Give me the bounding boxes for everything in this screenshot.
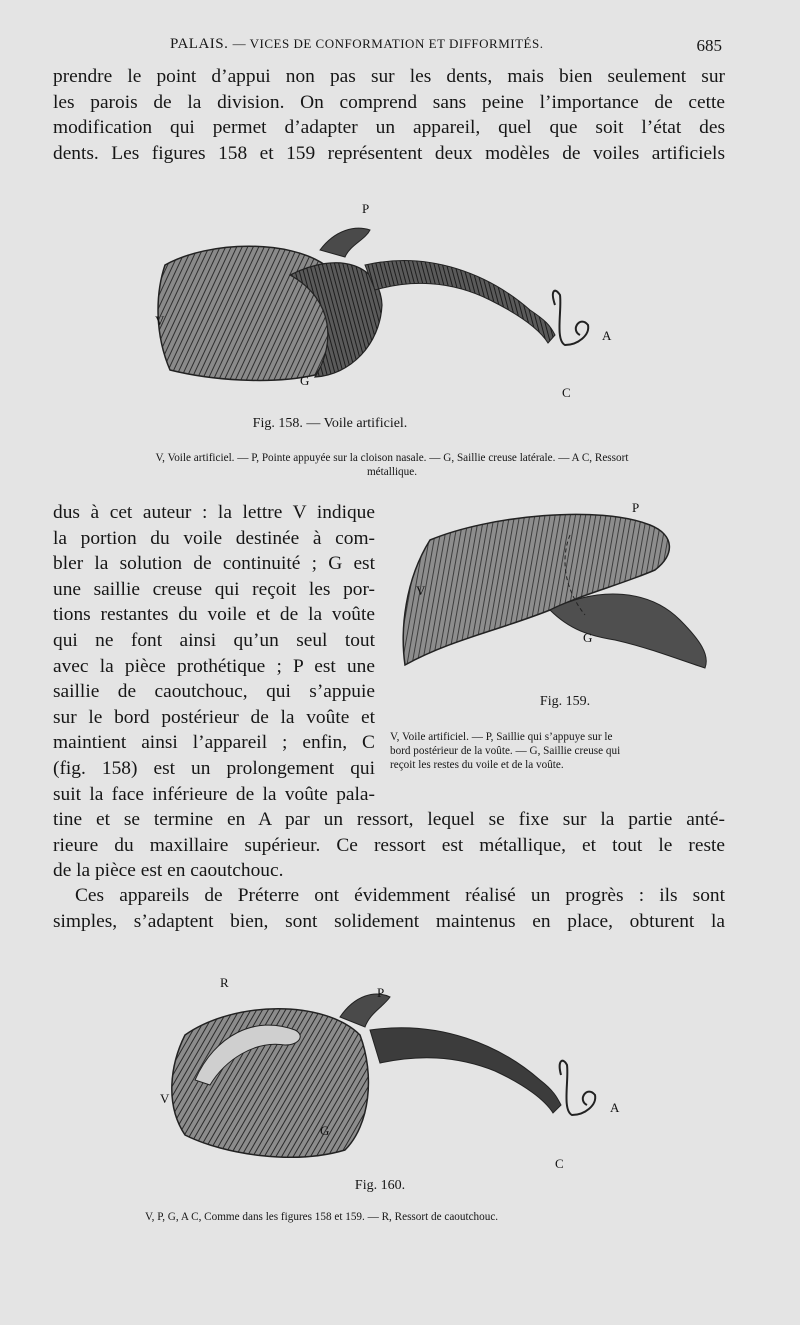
text-line: la portion du voile destinée à com-	[53, 527, 375, 549]
page-number: 685	[696, 36, 722, 55]
text-line: de la pièce est en caoutchouc.	[53, 860, 284, 882]
text-line: simples, s’adaptent bien, sont solidement maintenus en place, obturent la	[53, 910, 725, 932]
text-line: dus à cet auteur : la lettre V indique	[53, 502, 375, 523]
fig160-label-p: P	[377, 985, 385, 1000]
fig159-label-p: P	[632, 500, 640, 515]
fig158-label-g: G	[300, 373, 310, 388]
palate-extension	[370, 1028, 561, 1113]
fig160-label-g: G	[320, 1123, 330, 1138]
figure-159-illustration	[400, 500, 730, 690]
legend-line: métallique.	[366, 466, 418, 478]
text-line: modification qui permet d’adapter un appareil, quel que soit l’état des	[53, 117, 725, 139]
text-line: avec la pièce prothétique ; P est une	[53, 655, 375, 677]
palate-extension	[365, 261, 555, 343]
fig158-label-c: C	[562, 385, 571, 400]
figure-160-caption: Fig. 160.	[354, 1178, 406, 1193]
text-line: prendre le point d’appui non pas sur les dents, mais bien seulement sur	[53, 66, 725, 87]
nasal-point	[320, 228, 370, 257]
text-line: les parois de la division. On comprend sans peine l’importance de cette	[53, 91, 725, 113]
continuation-paragraph	[53, 807, 725, 884]
fig160-label-v: V	[160, 1091, 170, 1106]
fig158-label-p: P	[362, 201, 370, 216]
fig160-label-a: A	[610, 1100, 620, 1115]
text-line: tine et se termine en A par un ressort, lequel se fixe sur la partie anté-	[53, 809, 725, 830]
intro-paragraph	[53, 64, 725, 166]
text-line: bler la solution de continuité ; G est	[53, 553, 375, 575]
text-line: saillie de caoutchouc, qui s’appuie	[53, 681, 375, 703]
text-line: une saillie creuse qui reçoit les por-	[53, 578, 375, 600]
legend-line: reçoit les restes du voile et de la voûte.	[390, 759, 564, 771]
text-line: maintient ainsi l’appareil ; enfin, C	[53, 732, 375, 754]
legend-line: V, Voile artificiel. — P, Saillie qui s’appuye sur le	[390, 731, 613, 743]
figure-159-legend	[390, 730, 730, 772]
text-line: sur le bord postérieur de la voûte et	[53, 706, 375, 728]
text-line: rieure du maxillaire supérieur. Ce ressort est métallique, et tout le reste	[53, 834, 725, 856]
running-title-word: PALAIS.	[170, 36, 229, 52]
legend-line: V, Voile artificiel. — P, Pointe appuyée sur la cloison nasale. — G, Saillie creuse latérale. — A C, Ressort	[155, 452, 629, 464]
fig159-label-g: G	[583, 630, 593, 645]
fig159-label-v: V	[416, 583, 426, 598]
fig158-label-v: V	[155, 313, 165, 328]
left-column-paragraph	[53, 500, 375, 807]
fig160-label-c: C	[555, 1156, 564, 1171]
second-paragraph	[53, 883, 725, 934]
fig158-label-a: A	[602, 328, 612, 343]
figure-158-illustration	[150, 195, 630, 405]
spring-clip	[560, 1061, 596, 1115]
text-line: suit la face inférieure de la voûte pala-	[53, 783, 375, 805]
figure-159-caption: Fig. 159.	[539, 694, 591, 709]
text-line: dents. Les figures 158 et 159 représentent deux modèles de voiles artificiels	[53, 142, 725, 164]
figure-160-illustration	[155, 975, 635, 1175]
running-title-rest: — VICES DE CONFORMATION ET DIFFORMITÉS.	[232, 36, 544, 51]
hollow-projection	[550, 594, 706, 668]
running-title	[170, 36, 543, 53]
text-line: qui ne font ainsi qu’un seul tout	[53, 629, 375, 651]
text-line: Ces appareils de Préterre ont évidemment réalisé un progrès : ils sont	[75, 885, 725, 906]
legend-line: V, P, G, A C, Comme dans les figures 158 et 159. — R, Ressort de caoutchouc.	[145, 1211, 499, 1223]
spring-clip	[553, 291, 588, 345]
fig160-label-r: R	[220, 975, 229, 990]
legend-line: bord postérieur de la voûte. — G, Saillie creuse qui	[390, 745, 621, 757]
figure-158-caption: Fig. 158. — Voile artificiel.	[252, 416, 408, 431]
running-header	[0, 36, 800, 58]
text-line: tions restantes du voile et de la voûte	[53, 604, 375, 626]
text-line: (fig. 158) est un prolongement qui	[53, 757, 375, 779]
figure-158-legend	[57, 451, 727, 479]
figure-160-legend	[145, 1210, 685, 1224]
